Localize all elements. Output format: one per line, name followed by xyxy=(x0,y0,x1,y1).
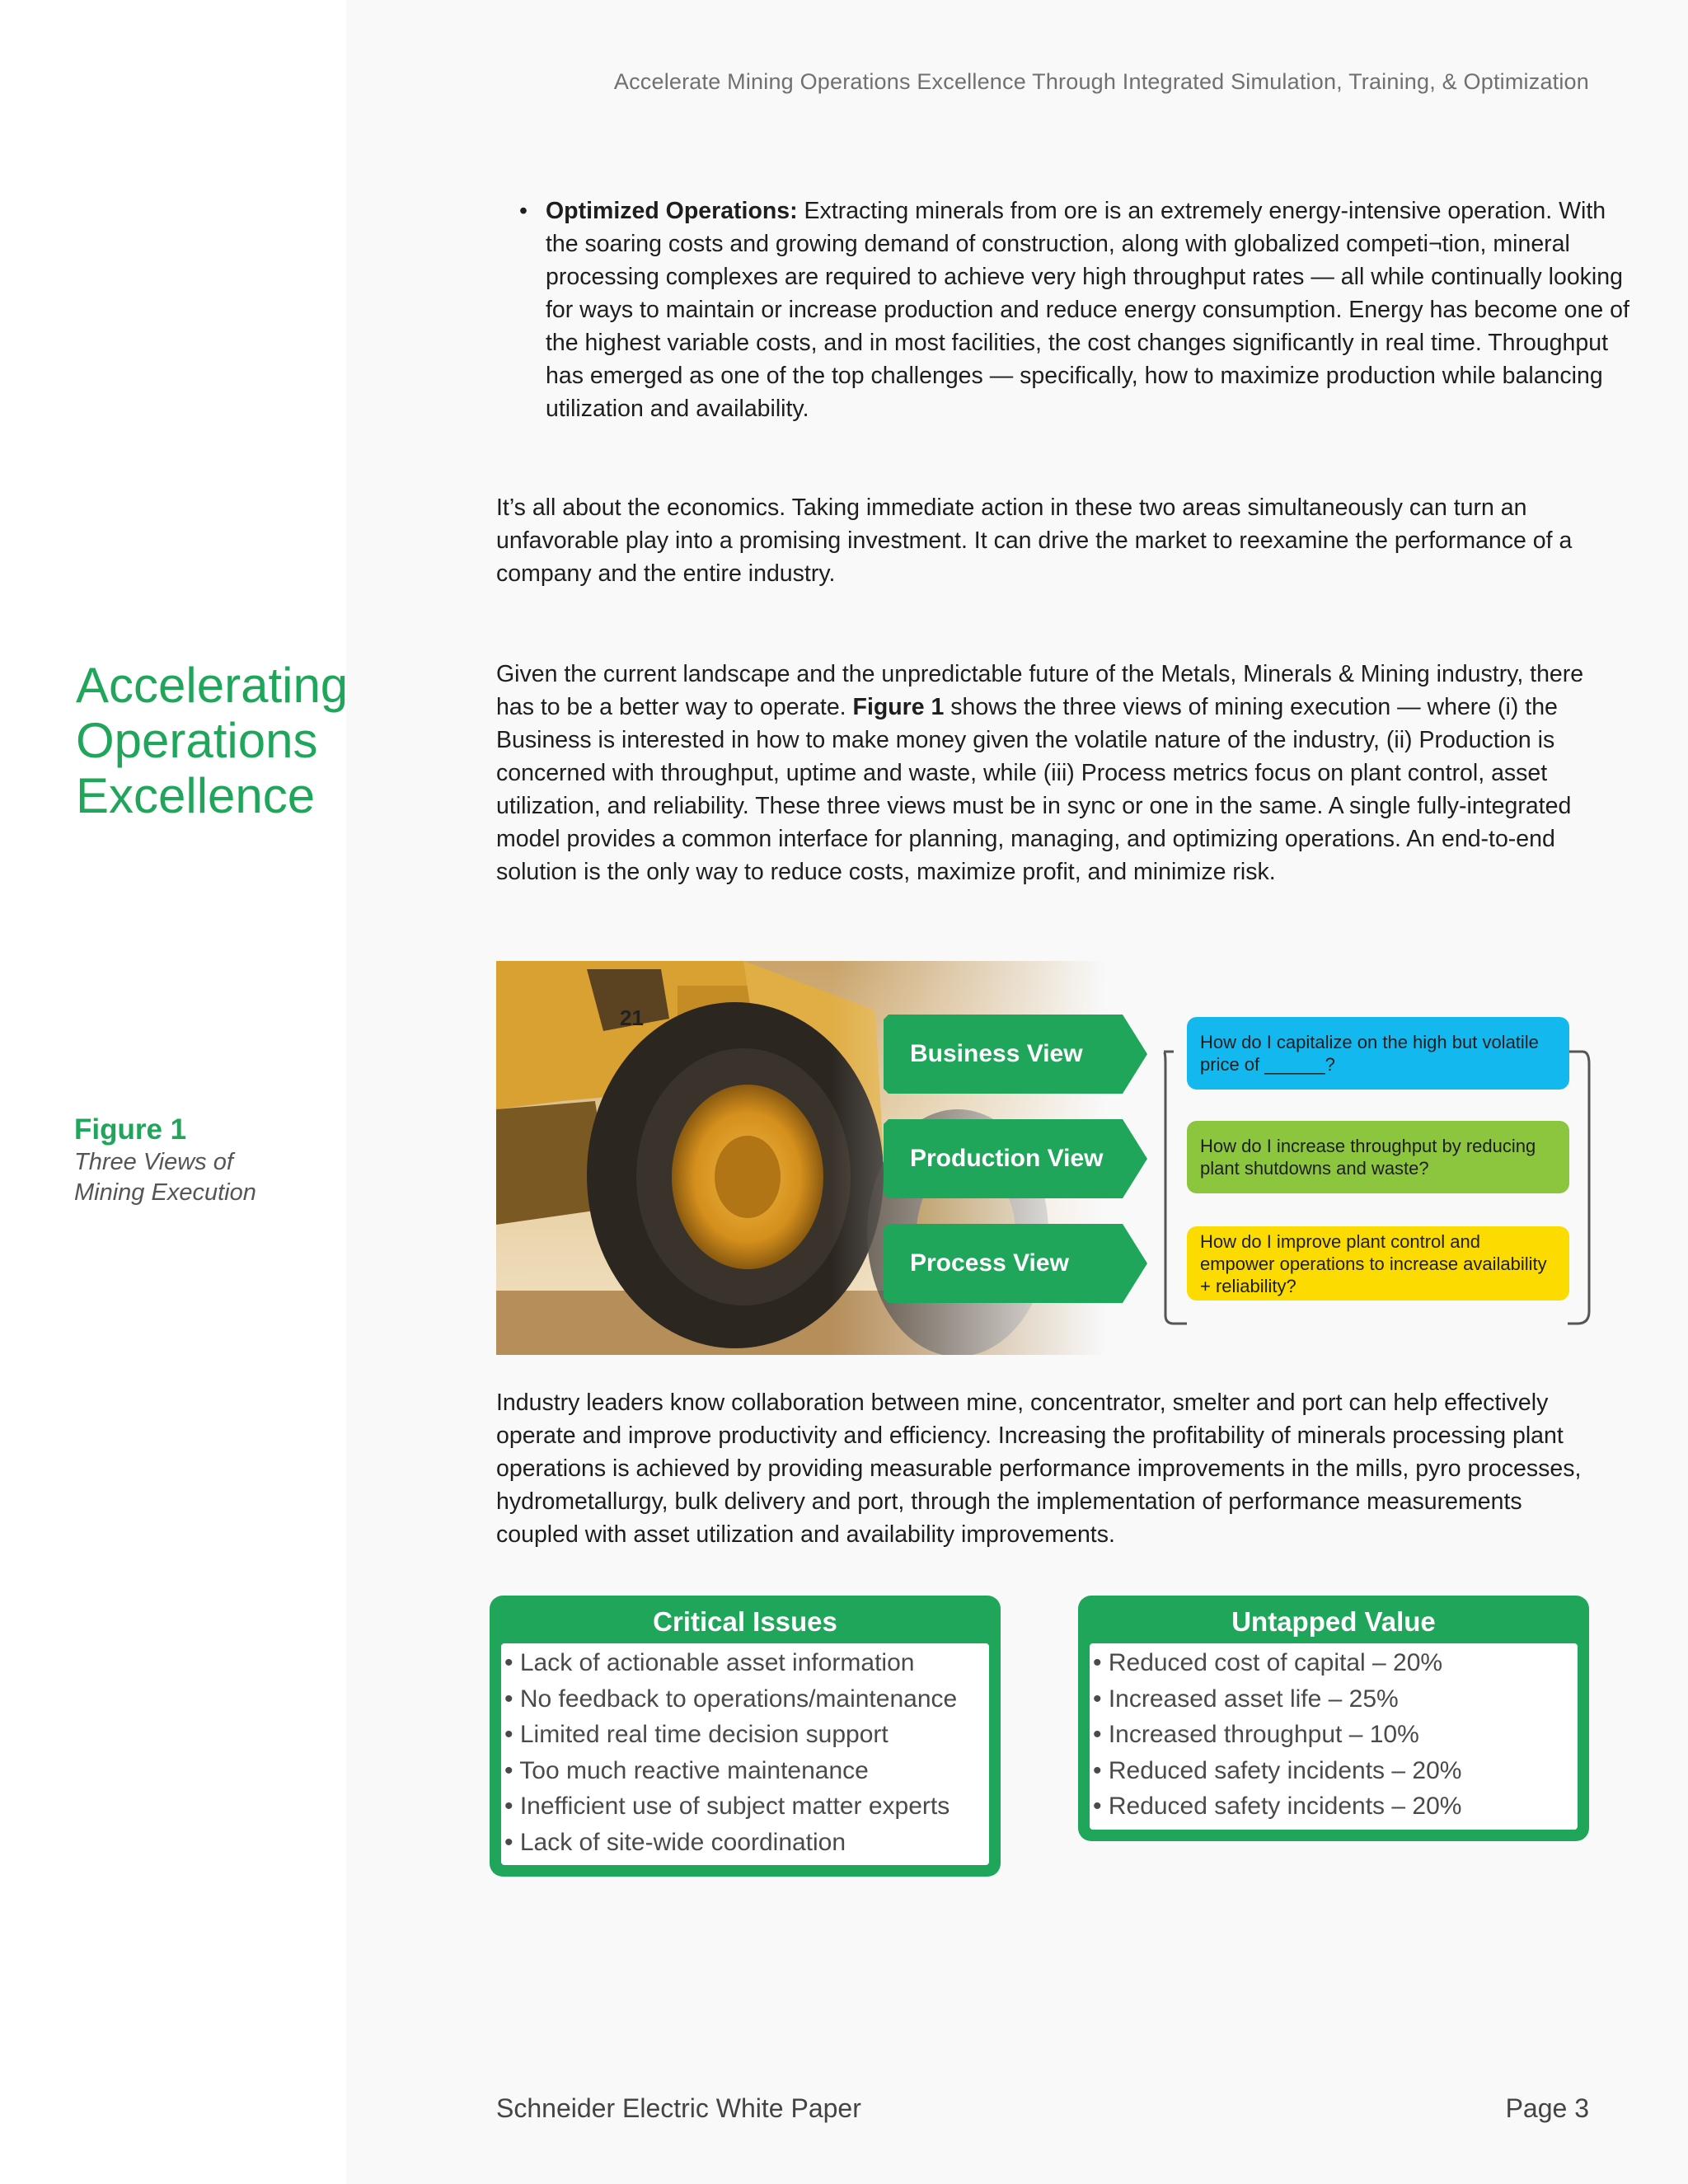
figure-caption-line-2: Mining Execution xyxy=(74,1179,256,1206)
list-item: • Limited real time decision support xyxy=(504,1721,889,1748)
untapped-value-panel xyxy=(1078,1596,1589,1841)
figure-caption-line-1: Three Views of xyxy=(74,1149,233,1175)
process-view-label: Process View xyxy=(910,1249,1069,1277)
economics-paragraph: It’s all about the economics. Taking immediate action in these two areas simultaneously can turn an unfavorable play into a promising investment. It can drive the market to reexamine the performance of a company and the entire industry. xyxy=(496,494,1573,587)
critical-issues-title: Critical Issues xyxy=(653,1606,837,1637)
bullet-text: Extracting minerals from ore is an extremely energy-intensive operation. With the soaring costs and growing demand of construction, along with globalized competi¬tion, mineral processing complexes are required to achieve very high throughput rates — all while continually looking for ways to maintain or increase production and reduce energy consumption. Energy has become one of the highest variable costs, and in most facilities, the cost changes significantly in real time. Throughput has emerged as one of the top challenges — specifically, how to maximize production while balancing utilization and availability. xyxy=(546,198,1629,422)
list-item: • Increased throughput – 10% xyxy=(1093,1721,1419,1748)
production-view-box xyxy=(884,1119,1147,1198)
section-heading xyxy=(76,658,389,823)
list-item: • Too much reactive maintenance xyxy=(504,1756,869,1784)
business-question-box xyxy=(1187,1017,1569,1090)
list-item: • Lack of actionable asset information xyxy=(504,1649,915,1676)
heading-line-1: Accelerating xyxy=(76,658,349,713)
figure-number: Figure 1 xyxy=(74,1113,187,1146)
critical-issues-list xyxy=(501,1643,989,1865)
landscape-paragraph xyxy=(496,658,1592,888)
business-question: How do I capitalize on the high but volatile price of ______? xyxy=(1200,1032,1539,1075)
bullet-label: Optimized Operations: xyxy=(546,198,798,224)
list-item: • Inefficient use of subject matter experts xyxy=(504,1793,950,1820)
figure-reference: Figure 1 xyxy=(852,694,945,720)
production-question-box xyxy=(1187,1121,1569,1193)
list-item: • Reduced cost of capital – 20% xyxy=(1093,1649,1443,1676)
critical-issues-panel xyxy=(490,1596,1001,1877)
production-view-label: Production View xyxy=(910,1145,1104,1172)
landscape-text-start: Given the current landscape and the unpredictable future of the Metals, Minerals & Mining industry, there has to be a better way to operate. xyxy=(496,661,1584,720)
figure-label xyxy=(74,1113,354,1208)
industry-leaders-paragraph: Industry leaders know collaboration between mine, concentrator, smelter and port can help effectively operate and improve productivity and efficiency. Increasing the profitability of minerals processing plant operations is achieved by providing measurable performance improvements in the mills, pyro processes, hydrometallurgy, bulk delivery and port, through the implementation of performance measurements coupled with asset utilization and availability improvements. xyxy=(496,1390,1582,1548)
three-views-figure xyxy=(496,961,1592,1355)
process-question: How do I improve plant control and empower operations to increase availability + reliability? xyxy=(1200,1230,1547,1296)
heading-line-2: Operations xyxy=(76,713,318,768)
heading-line-3: Excellence xyxy=(76,768,316,823)
list-item: • Lack of site-wide coordination xyxy=(504,1828,846,1856)
process-view-box xyxy=(884,1224,1147,1303)
landscape-text-end: shows the three views of mining execution — where (i) the Business is interested in how to make money given the volatile nature of the industry, (ii) Production is concerned with throughput, uptime and waste, while (iii) Process metrics focus on plant control, asset utilization, and reliability. These three views must be in sync or one in the same. A single fully-integrated model provides a common interface for planning, managing, and optimizing operations. An end-to-end solution is the only way to reduce costs, maximize profit, and minimize risk. xyxy=(496,694,1572,885)
untapped-value-list xyxy=(1090,1643,1578,1830)
footer-publication: Schneider Electric White Paper xyxy=(496,2093,861,2123)
untapped-value-title: Untapped Value xyxy=(1231,1606,1436,1637)
page-header: Accelerate Mining Operations Excellence Through Integrated Simulation, Training, & Optimization xyxy=(613,69,1589,94)
business-view-box xyxy=(884,1015,1147,1094)
business-view-label: Business View xyxy=(910,1040,1083,1067)
process-question-box xyxy=(1187,1226,1569,1301)
optimized-operations-bullet xyxy=(496,194,1642,425)
production-question: How do I increase throughput by reducing plant shutdowns and waste? xyxy=(1200,1136,1536,1179)
list-item: • No feedback to operations/maintenance xyxy=(504,1685,958,1713)
list-item: • Increased asset life – 25% xyxy=(1093,1685,1399,1713)
list-item: • Reduced safety incidents – 20% xyxy=(1093,1793,1462,1820)
bullet-symbol: • xyxy=(519,198,528,224)
footer-page-number: Page 3 xyxy=(1505,2093,1589,2123)
list-item: • Reduced safety incidents – 20% xyxy=(1093,1756,1462,1784)
